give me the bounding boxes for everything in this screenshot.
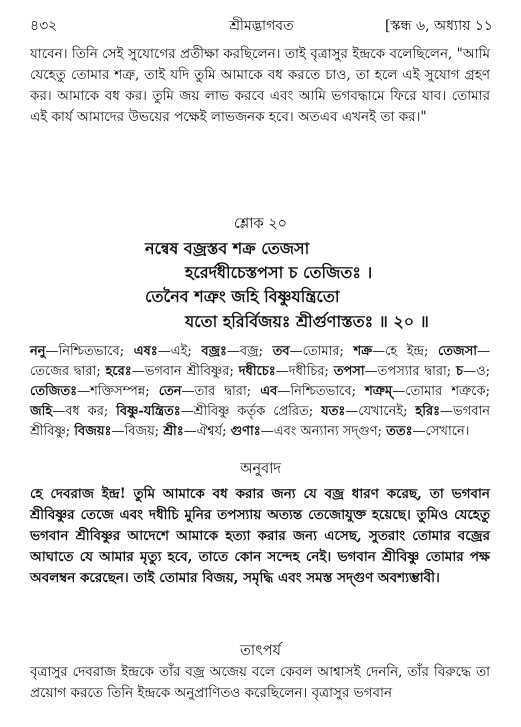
synonym-meaning: তোমার bbox=[302, 344, 340, 359]
purport-label: তাৎপর্য bbox=[239, 643, 282, 659]
synonym-meaning: এই bbox=[170, 344, 188, 359]
synonym-word: বিষ্ণু-যন্ত্রিতঃ bbox=[116, 404, 181, 419]
verse-line: যতো হরির্বিজয়ঃ শ্রীর্গুণাস্ততঃ ॥ ২০ ॥ bbox=[185, 312, 429, 331]
synonym-word: দধীচেঃ bbox=[238, 364, 276, 379]
synonym-meaning: তোমার শত্রুকে bbox=[405, 384, 486, 399]
synonym-word: তপসা bbox=[333, 364, 365, 379]
synonym-meaning: তার দ্বারা bbox=[194, 384, 247, 399]
synonym-meaning: সেখানে bbox=[425, 424, 465, 439]
synonym-word: এব bbox=[260, 384, 278, 399]
synonym-meaning: শক্তিসম্পন্ন bbox=[90, 384, 146, 399]
verse-line: তেনৈব শত্রুং জহি বিষ্ণুযন্ত্রিতো bbox=[145, 287, 340, 306]
synonym-word: গুণাঃ bbox=[230, 424, 261, 439]
synonym-meaning: যেখানেই bbox=[358, 404, 404, 419]
synonym-word: ততঃ bbox=[386, 424, 413, 439]
synonym-word: তব bbox=[272, 344, 290, 359]
synonym-word: বজ্রঃ bbox=[201, 344, 227, 359]
synonym-meaning: এবং অন্যান্য সদ্‌গুণ bbox=[273, 424, 378, 439]
translation-label: অনুবাদ bbox=[239, 461, 282, 477]
verse-label: শ্লোক ২০ bbox=[233, 216, 288, 232]
synonym-meaning: দধীচির bbox=[288, 364, 325, 379]
synonym-word: এষঃ bbox=[133, 344, 158, 359]
synonym-word: হরেঃ bbox=[105, 364, 132, 379]
translation-text: হে দেবরাজ ইন্দ্র! তুমি আমাকে বধ করার জন্য যে বজ্র ধারণ করেছ, তা ভগবান শ্রীবিষ্ণুর তেজে এবং দধীচি মুনির তপস্যায় অত্যন্ত তেজোযুক্ত হয়েছে। তুমিও যেহেতু ভগবান শ্রীবিষ্ণুর আদেশে আমাকে হত্যা করার জন্য এসেছ, সুতরাং তোমার বজ্রের আঘাতে যে আমার মৃত্যু হবে, তাতে কোন সন্দেহ নেই। ভগবান শ্রীবিষ্ণু তোমার পক্ষ অবলম্বন করেছেন। তাই তোমার বিজয়, সমৃদ্ধি এবং সমস্ত সদ্‌গুণ অবশ্যম্ভাবী। bbox=[30, 486, 490, 586]
synonym-meaning: ভগবান শ্রীবিষ্ণু bbox=[30, 404, 491, 439]
synonym-word: জহি bbox=[30, 404, 53, 419]
synonym-meaning: ও bbox=[476, 364, 486, 379]
purport-text: বৃত্রাসুর দেবরাজ ইন্দ্রকে তাঁর বজ্র অজেয় বলে কেবল আশ্বাসই দেননি, তাঁর বিরুদ্ধে তা প্রয়োগ করতে তিনি ইন্দ্রকে অনুপ্রাণিতও করেছিলেন। বৃত্রাসুর ভগবান bbox=[30, 664, 490, 701]
synonym-word: তেন bbox=[158, 384, 182, 399]
synonym-word: যতঃ bbox=[321, 404, 346, 419]
synonym-word: ননু bbox=[30, 344, 46, 359]
synonym-word: বিজয়ঃ bbox=[74, 424, 112, 439]
synonym-meaning: হে ইন্দ্র bbox=[385, 344, 425, 359]
synonym-word: শত্রুম্ bbox=[365, 384, 393, 399]
synonym-meaning: তপস্যার দ্বারা bbox=[377, 364, 447, 379]
verse-line: নন্বেষ বজ্রস্তব শক্র তেজসা bbox=[145, 239, 310, 258]
synonym-word: শ্রীঃ bbox=[163, 424, 184, 439]
synonym-meaning: বজ্র bbox=[239, 344, 259, 359]
lead-paragraph: যাবেন। তিনি সেই সুযোগের প্রতীক্ষা করছিলেন। তাই বৃত্রাসুর ইন্দ্রকে বলেছিলেন, "আমি যেহেতু তোমার শত্রু, তাই যদি তুমি আমাকে বধ করতে চাও, তা হলে এই সুযোগ গ্রহণ কর। আমাকে বধ কর। তুমি জয় লাভ করবে এবং আমি ভগবদ্ধামে ফিরে যাব। তোমার এই কার্য আমাদের উভয়ের পক্ষেই লাভজনক হবে। অতএব এখনই তা কর।" bbox=[30, 46, 490, 125]
synonym-meaning: বধ কর bbox=[65, 404, 104, 419]
synonym-word: চ bbox=[456, 364, 464, 379]
synonym-meaning: নিশ্চিতভাবে bbox=[290, 384, 352, 399]
synonym-word: হরিঃ bbox=[415, 404, 441, 419]
synonym-meaning: ঐশ্বর্য bbox=[196, 424, 223, 439]
synonym-meaning: তেজের দ্বারা bbox=[30, 364, 97, 379]
synonym-meaning: ভগবান শ্রীবিষ্ণুর bbox=[144, 364, 230, 379]
book-title: শ্রীমদ্ভাগবত bbox=[229, 18, 294, 34]
synonym-meaning: বিজয় bbox=[124, 424, 155, 439]
verse-line: হরের্দধীচেস্তপসা চ তেজিতঃ । bbox=[185, 263, 373, 282]
page-header bbox=[30, 12, 493, 34]
synonym-meaning: শ্রীবিষ্ণু কর্তৃক প্রেরিত bbox=[193, 404, 309, 419]
synonym-word: শক্র bbox=[353, 344, 373, 359]
section-reference: [স্কন্ধ ৬, অধ্যায় ১১ bbox=[384, 18, 493, 34]
synonym-word: তেজসা bbox=[438, 344, 478, 359]
synonym-meaning: নিশ্চিতভাবে bbox=[58, 344, 120, 359]
word-synonyms: ননু—নিশ্চিতভাবে; এষঃ—এই; বজ্রঃ—বজ্র; তব—তোমার; শক্র—হে ইন্দ্র; তেজসা—তেজের দ্বারা; হরেঃ—ভগবান শ্রীবিষ্ণুর; দধীচেঃ—দধীচির; তপসা—তপস্যার দ্বারা; চ—ও; তেজিতঃ—শক্তিসম্পন্ন; তেন—তার দ্বারা; এব—নিশ্চিতভাবে; শত্রুম্—তোমার শত্রুকে; জহি—বধ কর; বিষ্ণু-যন্ত্রিতঃ—শ্রীবিষ্ণু কর্তৃক প্রেরিত; যতঃ—যেখানেই; হরিঃ—ভগবান শ্রীবিষ্ণু; বিজয়ঃ—বিজয়; শ্রীঃ—ঐশ্বর্য; গুণাঃ—এবং অন্যান্য সদ্‌গুণ; ততঃ—সেখানে। bbox=[30, 344, 491, 439]
page-number: ৪৩২ bbox=[30, 18, 58, 34]
synonym-word: তেজিতঃ bbox=[30, 384, 78, 399]
